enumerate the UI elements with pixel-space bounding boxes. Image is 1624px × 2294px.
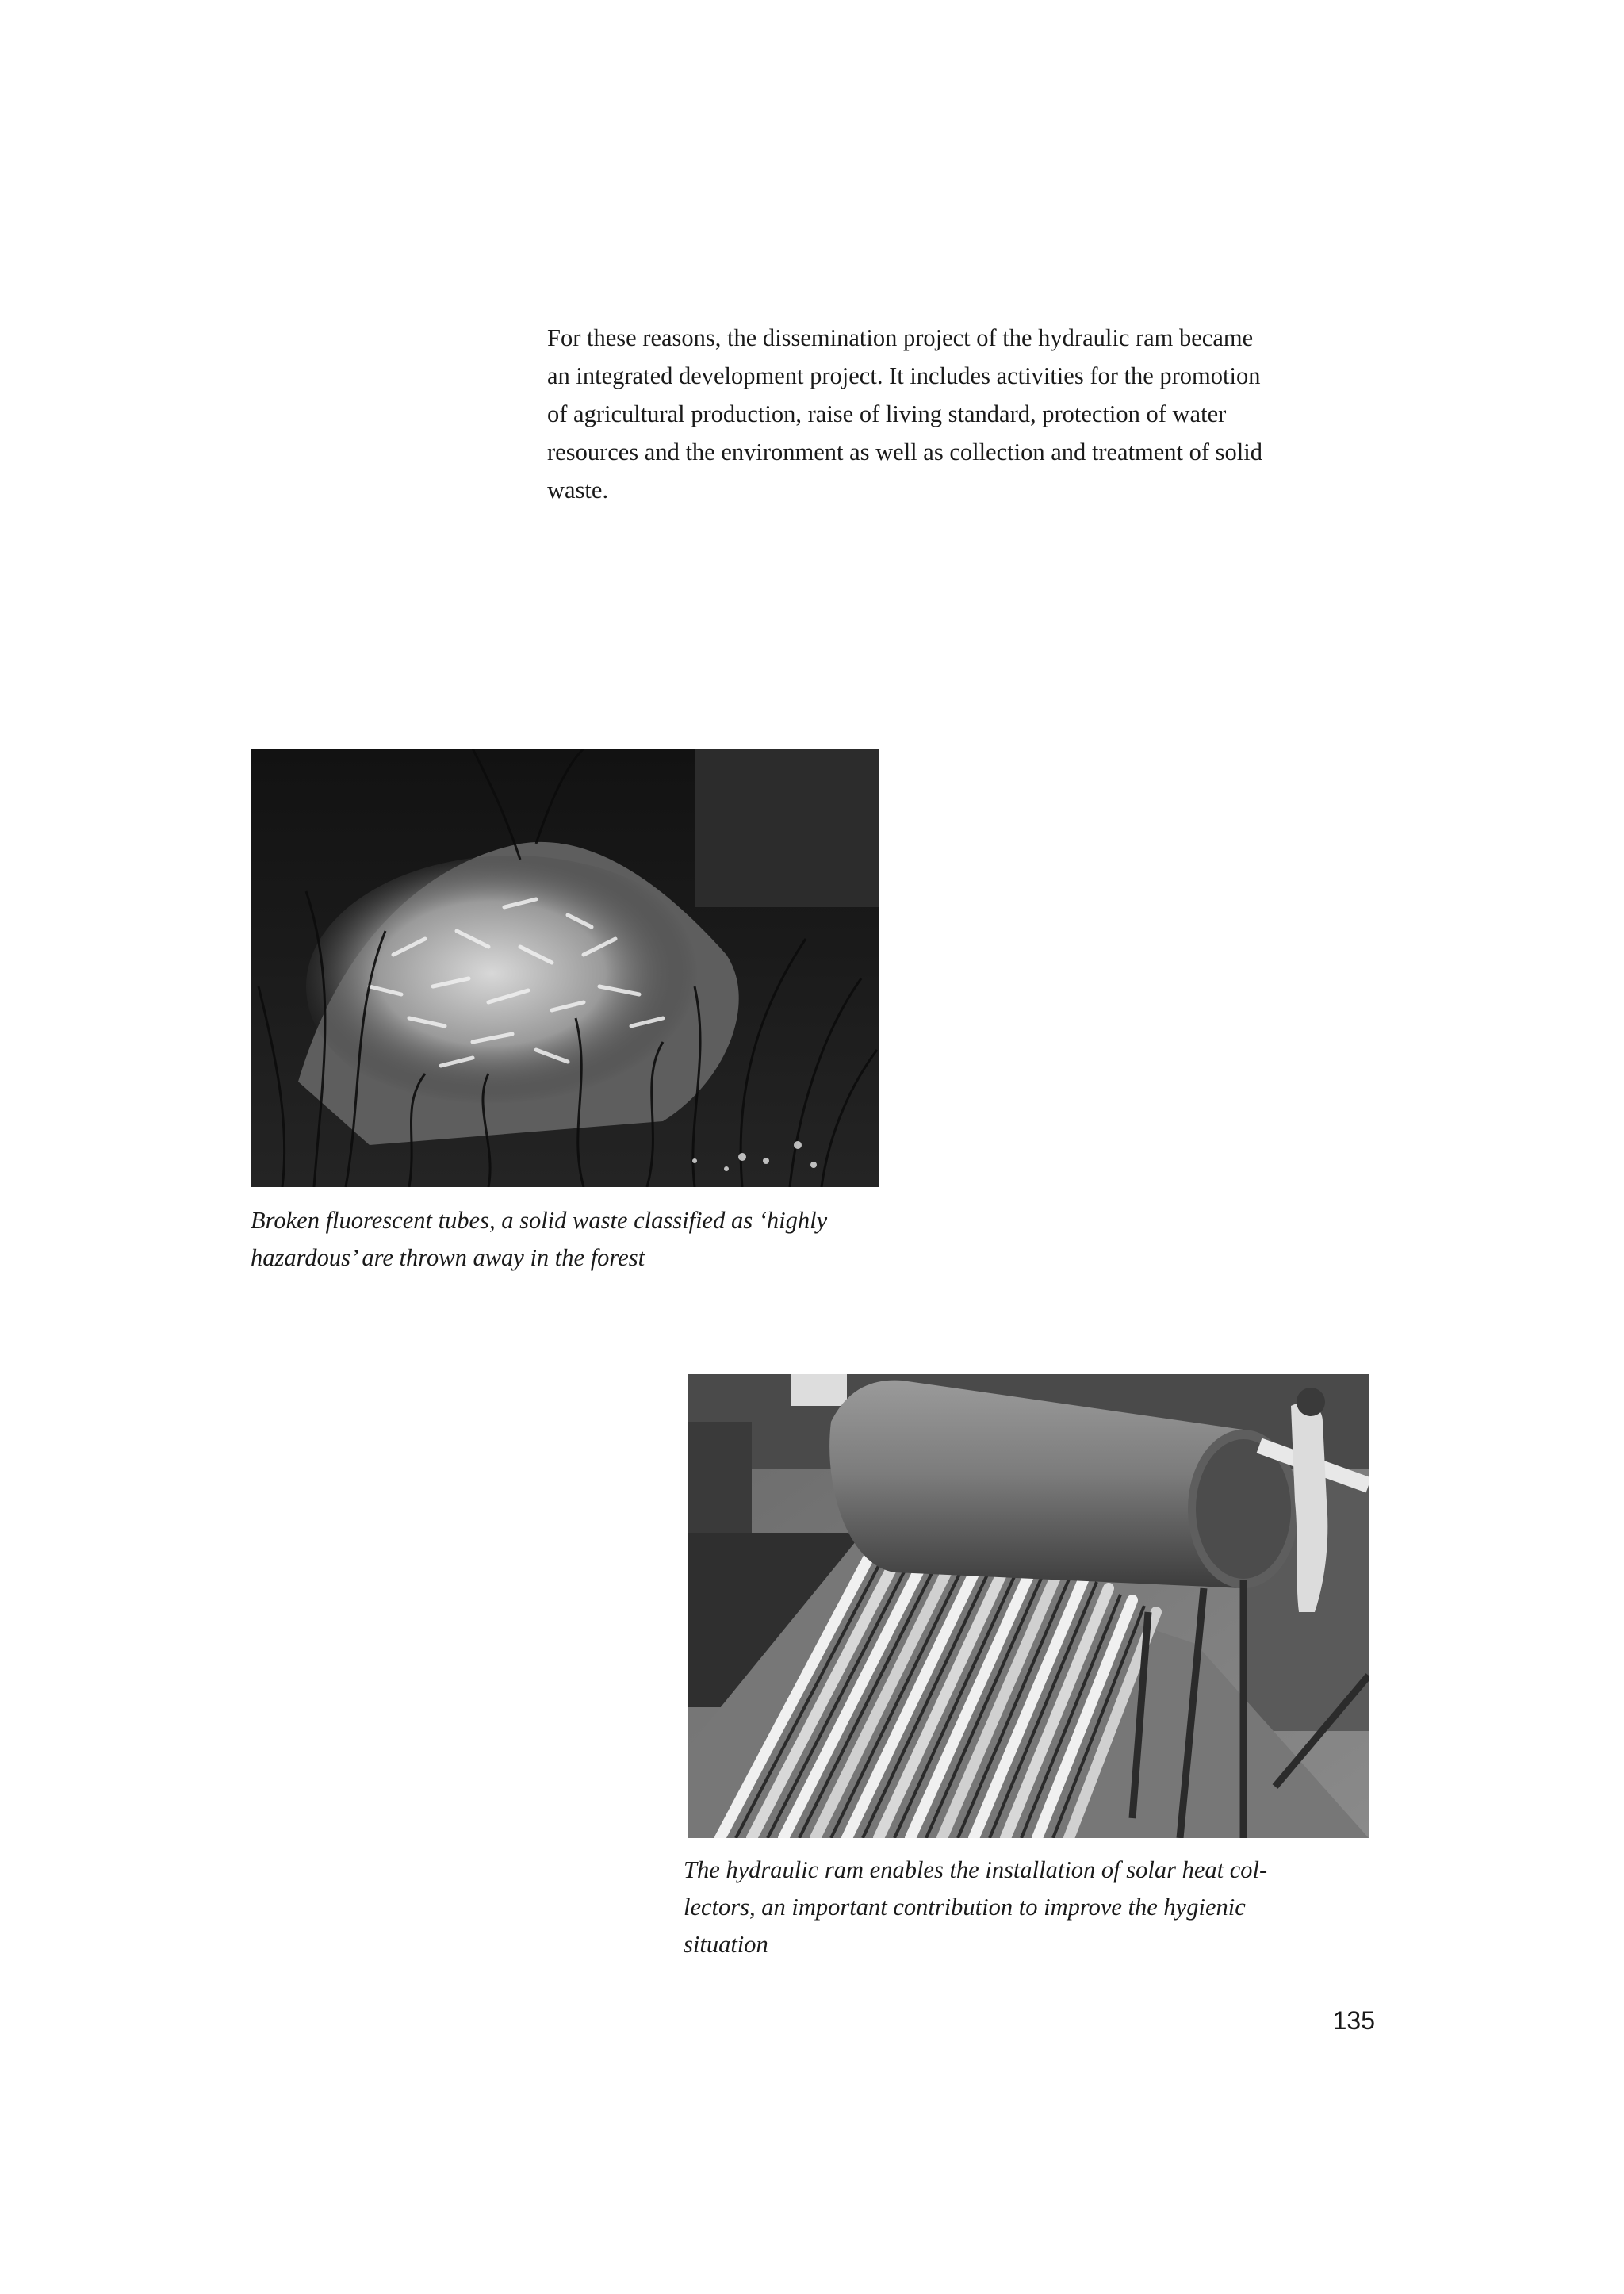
paragraph-line: of agricultural production, raise of living standard, protection of water [547, 400, 1227, 427]
solar-collector-photo [688, 1374, 1369, 1838]
caption-line: The hydraulic ram enables the installation of solar heat col- [684, 1856, 1268, 1883]
body-paragraph [547, 319, 1372, 509]
caption-line: hazardous’ are thrown away in the forest [251, 1244, 645, 1271]
solar-collector-caption [684, 1852, 1267, 1963]
paragraph-line: waste. [547, 477, 609, 504]
caption-line: lectors, an important contribution to improve the hygienic [684, 1894, 1246, 1921]
page-number: 135 [1332, 2006, 1375, 2035]
paragraph-line: resources and the environment as well as collection and treatment of solid [547, 439, 1262, 465]
paragraph-line: For these reasons, the dissemination project of the hydraulic ram became [547, 324, 1254, 351]
paragraph-line: an integrated development project. It includes activities for the promotion [547, 362, 1261, 389]
fluorescent-tubes-photo [251, 749, 879, 1187]
caption-line: situation [684, 1931, 768, 1958]
fluorescent-tubes-caption [251, 1202, 827, 1277]
caption-line: Broken fluorescent tubes, a solid waste classified as ‘highly [251, 1207, 828, 1234]
